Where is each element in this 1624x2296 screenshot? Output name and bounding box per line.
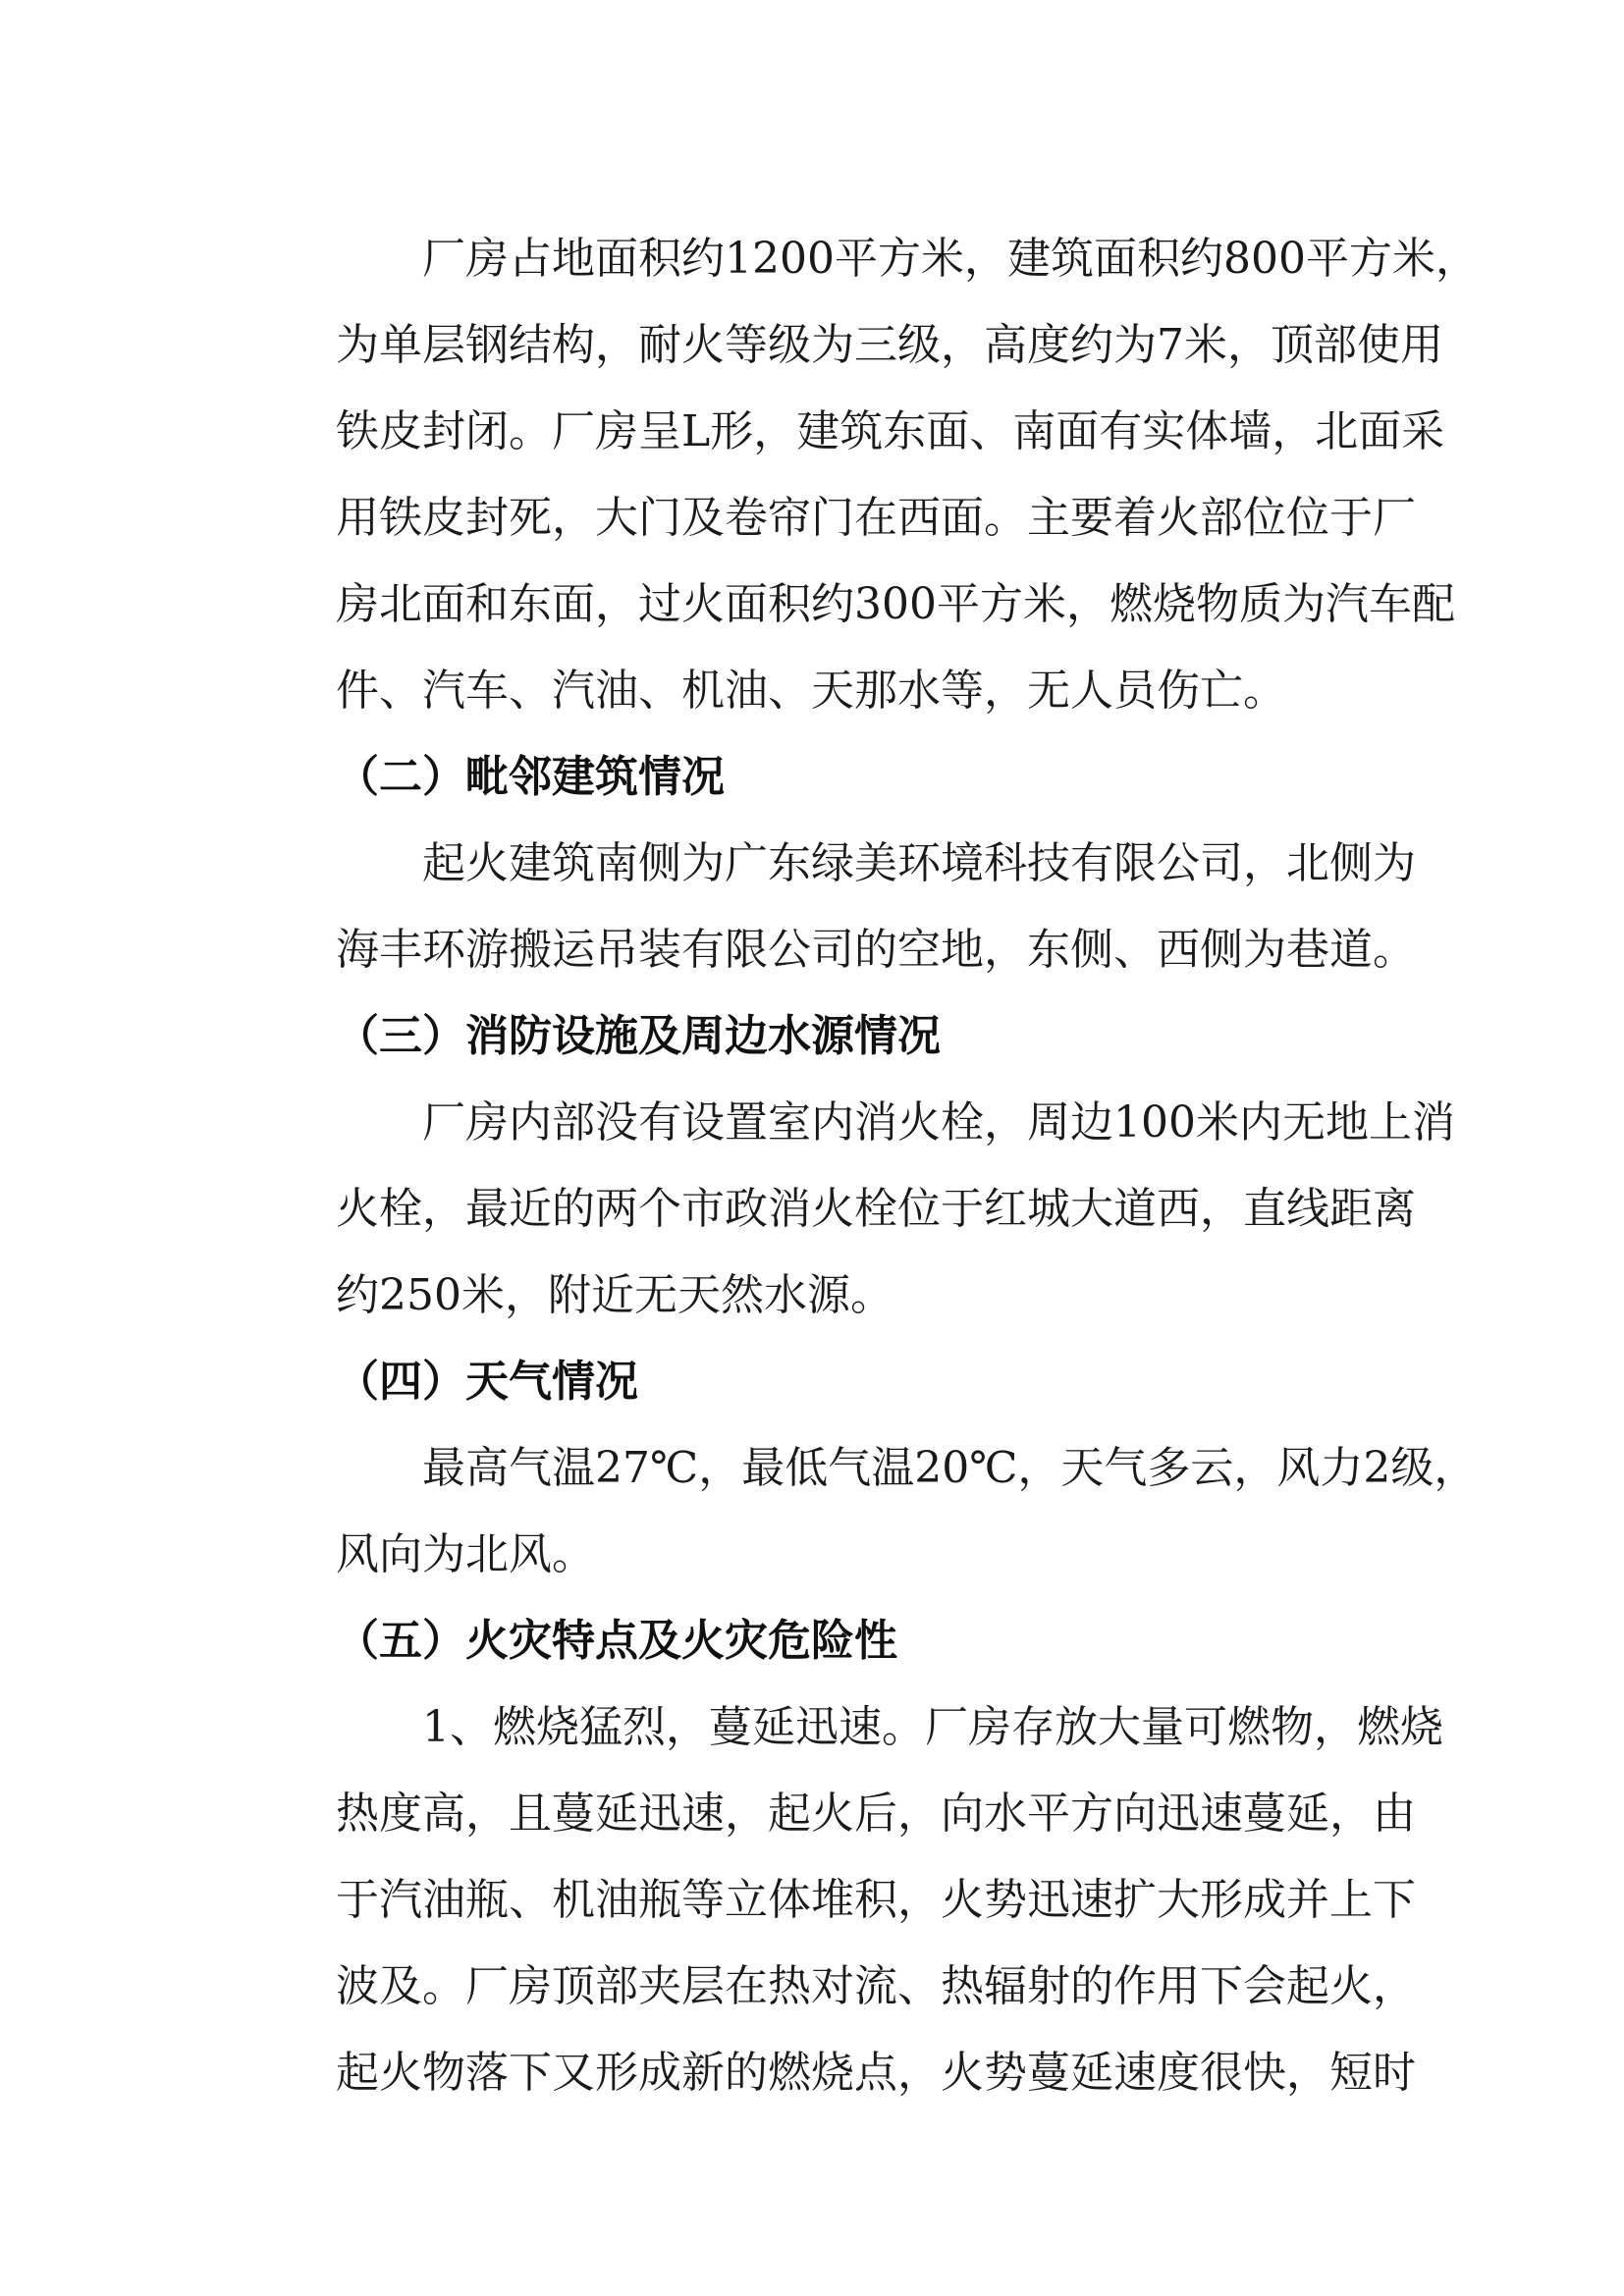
text-line: 为单层钢结构，耐火等级为三级，高度约为7米，顶部使用 [336, 320, 1443, 370]
text-line: 件、汽车、汽油、机油、天那水等，无人员伤亡。 [336, 666, 1286, 716]
text-line: 热度高，且蔓延迅速，起火后，向水平方向迅速蔓延，由 [336, 1789, 1416, 1839]
section-heading-fire-facilities: （三）消防设施及周边水源情况 [336, 1011, 941, 1061]
text-line: 厂房内部没有设置室内消火栓，周边100米内无地上消 [422, 1097, 1455, 1148]
text-line: 1、燃烧猛烈，蔓延迅速。厂房存放大量可燃物，燃烧 [422, 1702, 1443, 1752]
text-line: 用铁皮封死，大门及卷帘门在西面。主要着火部位位于厂 [336, 493, 1416, 543]
document-body [249, 216, 1479, 2116]
paragraph-building-overview [249, 216, 1479, 734]
text-line: 起火物落下又形成新的燃烧点，火势蔓延速度很快，短时 [336, 2048, 1416, 2098]
text-line: 波及。厂房顶部夹层在热对流、热辐射的作用下会起火， [336, 1961, 1416, 2011]
section-heading-fire-characteristics: （五）火灾特点及火灾危险性 [336, 1616, 897, 1666]
paragraph-adjacent-buildings [249, 821, 1416, 993]
text-line: 厂房占地面积约1200平方米，建筑面积约800平方米， [422, 234, 1479, 284]
section-heading-weather: （四）天气情况 [336, 1357, 638, 1407]
text-line: 火栓，最近的两个市政消火栓位于红城大道西，直线距离 [336, 1184, 1416, 1234]
section-heading-adjacent-buildings: （二）毗邻建筑情况 [336, 752, 725, 802]
text-line: 风向为北风。 [336, 1529, 595, 1579]
text-line: 海丰环游搬运吊装有限公司的空地，东侧、西侧为巷道。 [336, 925, 1416, 975]
text-line: 最高气温27℃，最低气温20℃，天气多云，风力2级， [422, 1443, 1478, 1493]
paragraph-fire-characteristics [249, 1684, 1443, 2116]
text-line: 房北面和东面，过火面积约300平方米，燃烧物质为汽车配 [336, 579, 1455, 629]
paragraph-fire-facilities [249, 1080, 1455, 1339]
paragraph-weather [249, 1425, 1478, 1598]
text-line: 铁皮封闭。厂房呈L形，建筑东面、南面有实体墙，北面采 [336, 406, 1445, 456]
text-line: 约250米，附近无天然水源。 [336, 1270, 893, 1320]
text-line: 于汽油瓶、机油瓶等立体堆积，火势迅速扩大形成并上下 [336, 1875, 1416, 1925]
text-line: 起火建筑南侧为广东绿美环境科技有限公司，北侧为 [422, 838, 1416, 888]
